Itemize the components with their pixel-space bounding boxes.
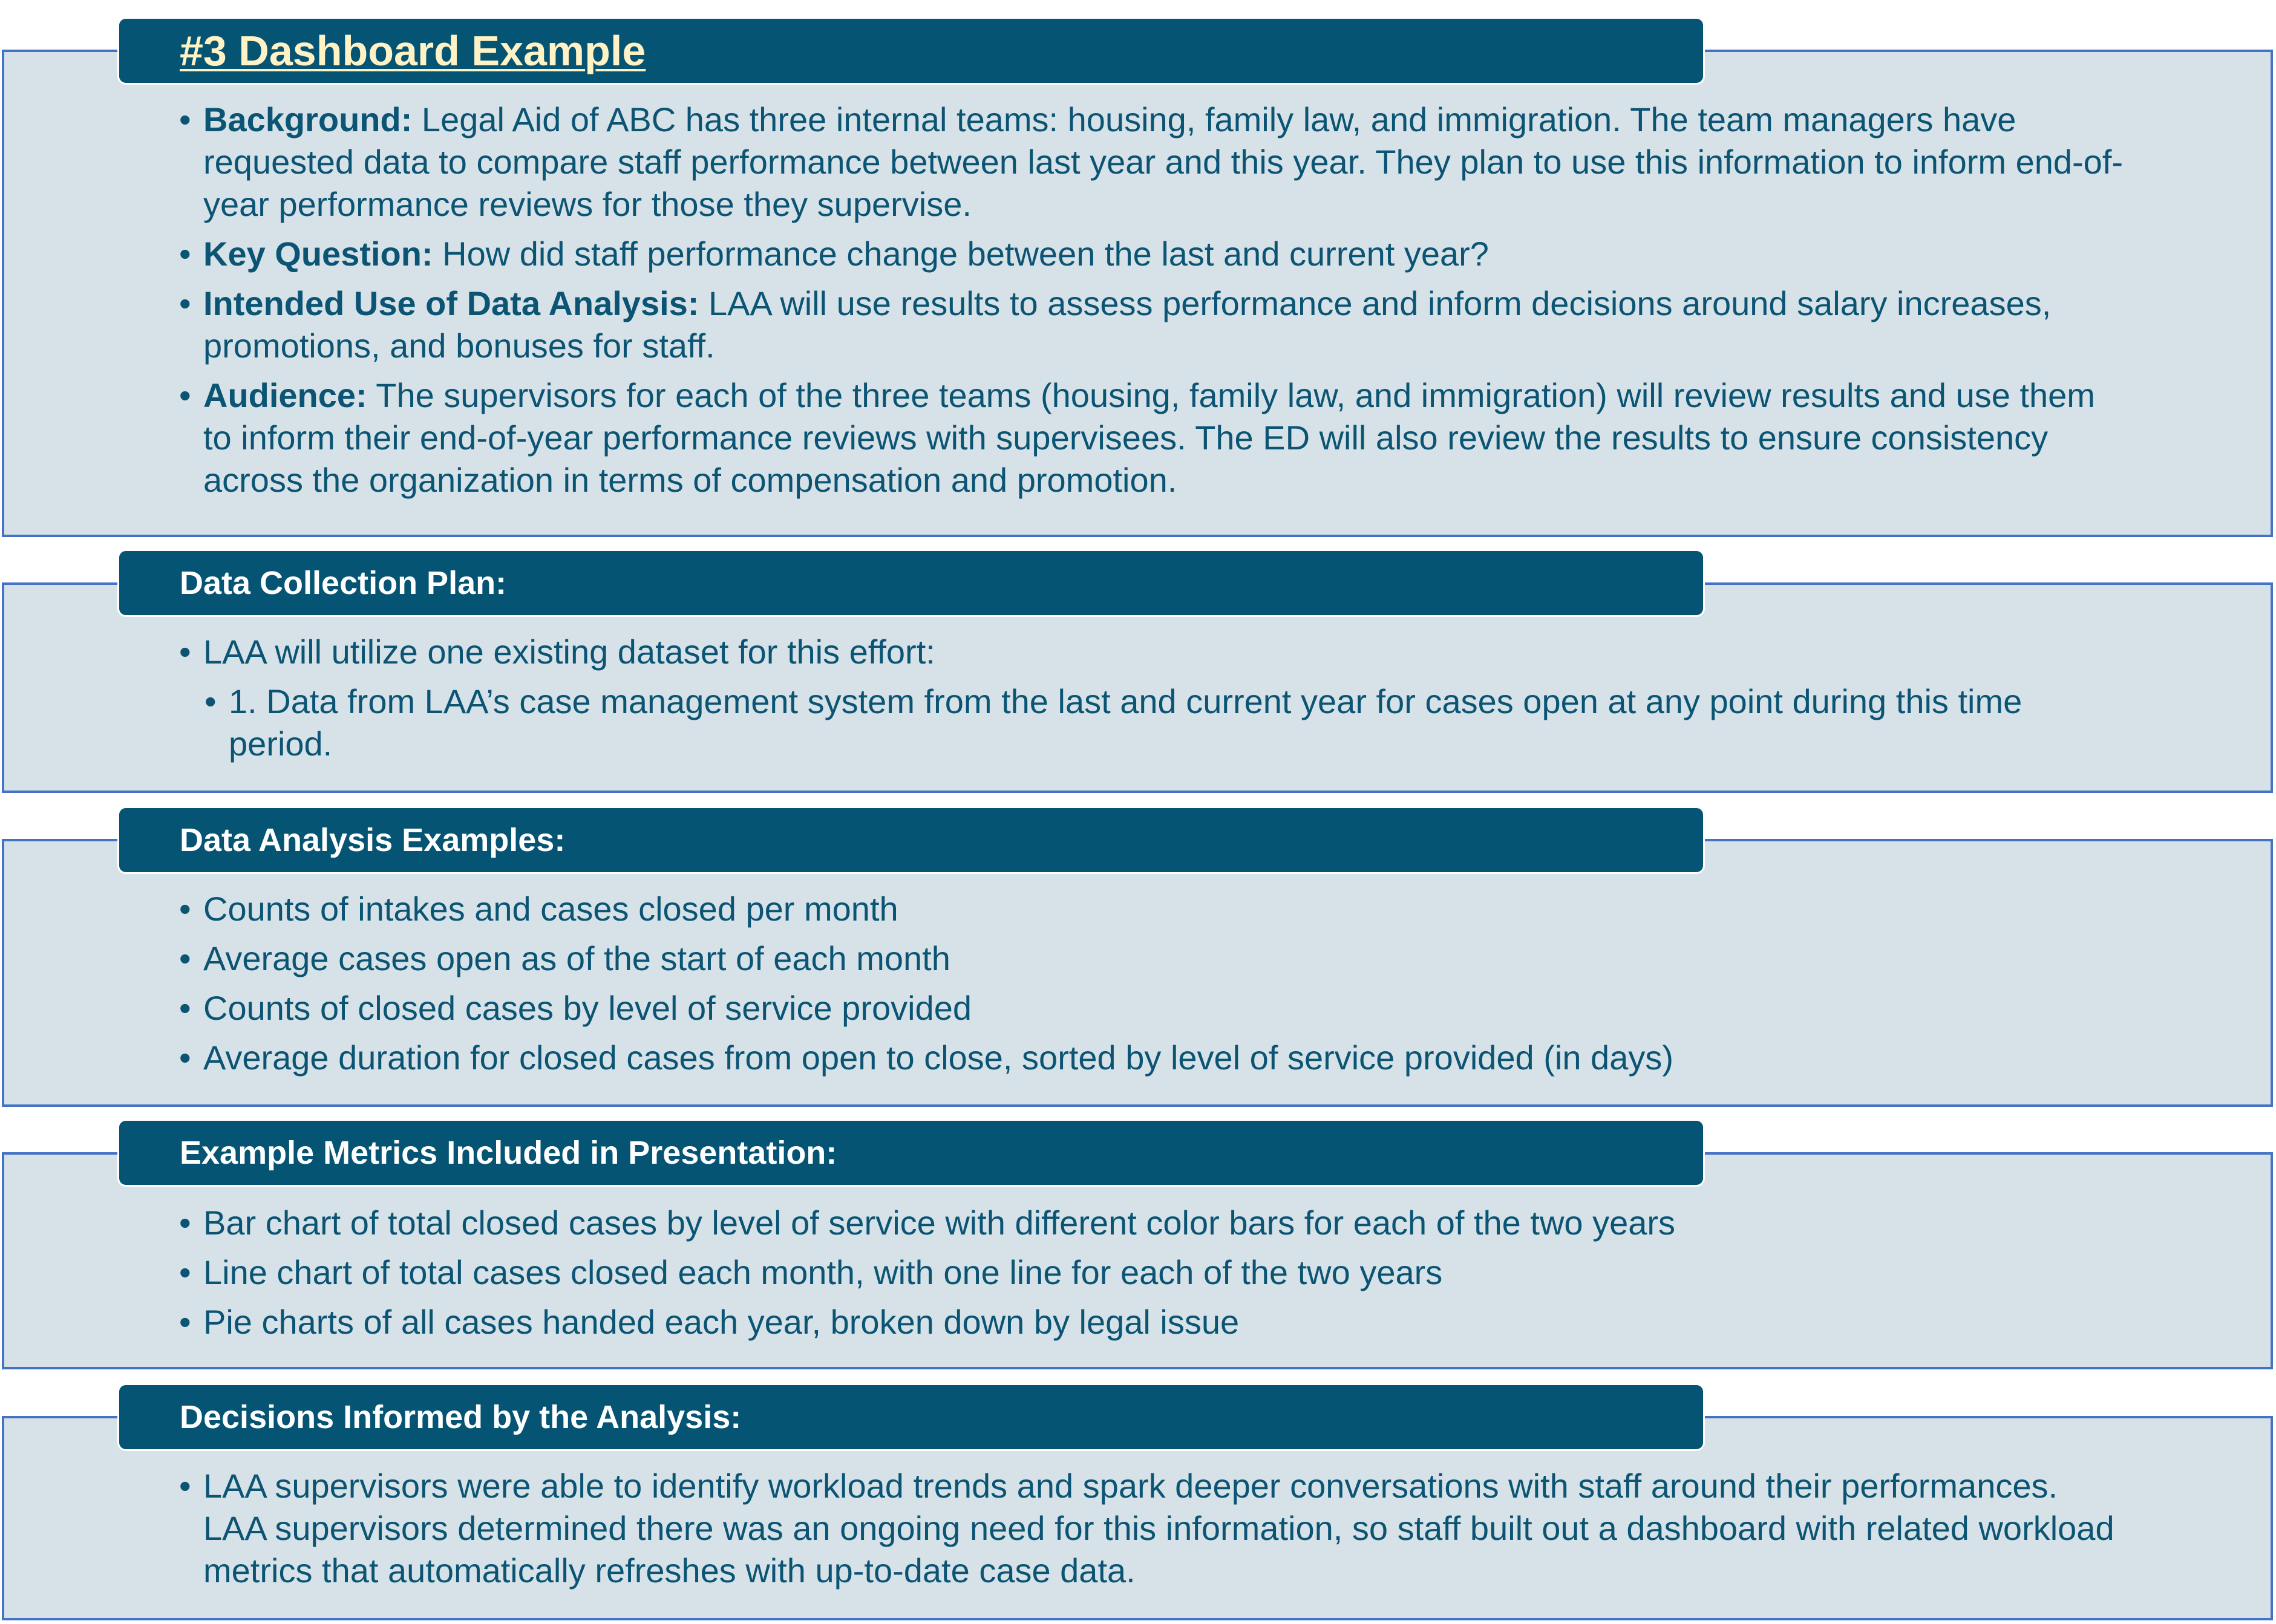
bullet-list — [179, 1465, 2127, 1599]
list-item — [179, 1251, 2127, 1294]
item-text: 1. Data from LAA’s case management system from the last and current year for cases open at any point during this time period. — [229, 682, 2023, 763]
section-title: Data Collection Plan: — [180, 565, 507, 601]
bullet-icon: • — [179, 235, 191, 273]
item-text: How did staff performance change between the last and current year? — [433, 235, 1489, 273]
list-item-intended-use — [179, 282, 2127, 367]
list-item-audience — [179, 374, 2127, 501]
item-text: Counts of intakes and cases closed per month — [203, 890, 898, 928]
item-text: Legal Aid of ABC has three internal teams: housing, family law, and immigration. The team managers have requested data to compare staff performance between last year and this year. They plan to use this information to inform end-of-year performance reviews for those they supervise. — [203, 100, 2124, 223]
list-item — [179, 1202, 2127, 1244]
bullet-icon: • — [179, 1204, 191, 1242]
item-text: Pie charts of all cases handed each year, broken down by legal issue — [203, 1303, 1240, 1341]
list-item-nested — [204, 680, 2128, 765]
item-text: Line chart of total cases closed each month, with one line for each of the two years — [203, 1253, 1443, 1291]
section-header — [117, 1383, 1705, 1451]
bullet-icon: • — [179, 633, 191, 671]
list-item-background — [179, 99, 2127, 226]
list-item — [179, 888, 2127, 930]
bullet-list — [179, 1202, 2127, 1351]
bullet-list — [179, 99, 2127, 509]
list-item — [179, 631, 2127, 673]
item-text: The supervisors for each of the three teams (housing, family law, and immigration) will review results and use them to inform their end-of-year performance reviews with supervisees. The ED will also review the results to ensure consistency across the organization in terms of compensation and promotion. — [203, 376, 2095, 499]
item-text: Counts of closed cases by level of service provided — [203, 989, 972, 1027]
item-text: LAA will utilize one existing dataset for this effort: — [203, 633, 935, 671]
section-header — [117, 549, 1705, 617]
bullet-icon: • — [179, 376, 191, 414]
bullet-list — [179, 631, 2128, 772]
list-item — [179, 1037, 2127, 1079]
item-label: Background: — [203, 100, 413, 139]
item-text: Bar chart of total closed cases by level of service with different color bars for each of the two years — [203, 1204, 1676, 1242]
bullet-list — [179, 888, 2127, 1086]
list-item — [179, 1301, 2127, 1343]
bullet-icon: • — [179, 890, 191, 928]
list-item — [179, 987, 2127, 1029]
item-text: LAA supervisors were able to identify workload trends and spark deeper conversations with staff around their performances. LAA supervisors determined there was an ongoing need for this information, so staff built out a dashboard with related workload metrics that automatically refreshes with up-to-date case data. — [203, 1467, 2114, 1590]
bullet-icon: • — [179, 1303, 191, 1341]
item-text: Average duration for closed cases from open to close, sorted by level of service provided (in days) — [203, 1039, 1673, 1077]
section-title: Example Metrics Included in Presentation: — [180, 1135, 837, 1171]
section-title: Decisions Informed by the Analysis: — [180, 1399, 742, 1435]
bullet-icon: • — [179, 989, 191, 1027]
bullet-icon: • — [179, 939, 191, 977]
bullet-icon: • — [179, 100, 191, 139]
bullet-icon: • — [179, 1467, 191, 1505]
list-item-key-question — [179, 233, 2127, 275]
list-item — [179, 938, 2127, 980]
item-label: Intended Use of Data Analysis: — [203, 284, 699, 322]
bullet-icon: • — [179, 1253, 191, 1291]
bullet-icon: • — [179, 1039, 191, 1077]
section-title: Data Analysis Examples: — [180, 822, 566, 858]
section-header — [117, 1119, 1705, 1187]
bullet-icon: • — [179, 284, 191, 322]
bullet-icon: • — [204, 682, 217, 720]
list-item — [179, 1465, 2127, 1592]
item-text: Average cases open as of the start of each month — [203, 939, 950, 977]
section-header — [117, 17, 1705, 85]
item-label: Key Question: — [203, 235, 433, 273]
page-title: #3 Dashboard Example — [180, 27, 646, 74]
section-header — [117, 806, 1705, 874]
item-text: LAA will use results to assess performance and inform decisions around salary increases, promotions, and bonuses for staff. — [203, 284, 2052, 365]
item-label: Audience: — [203, 376, 367, 414]
